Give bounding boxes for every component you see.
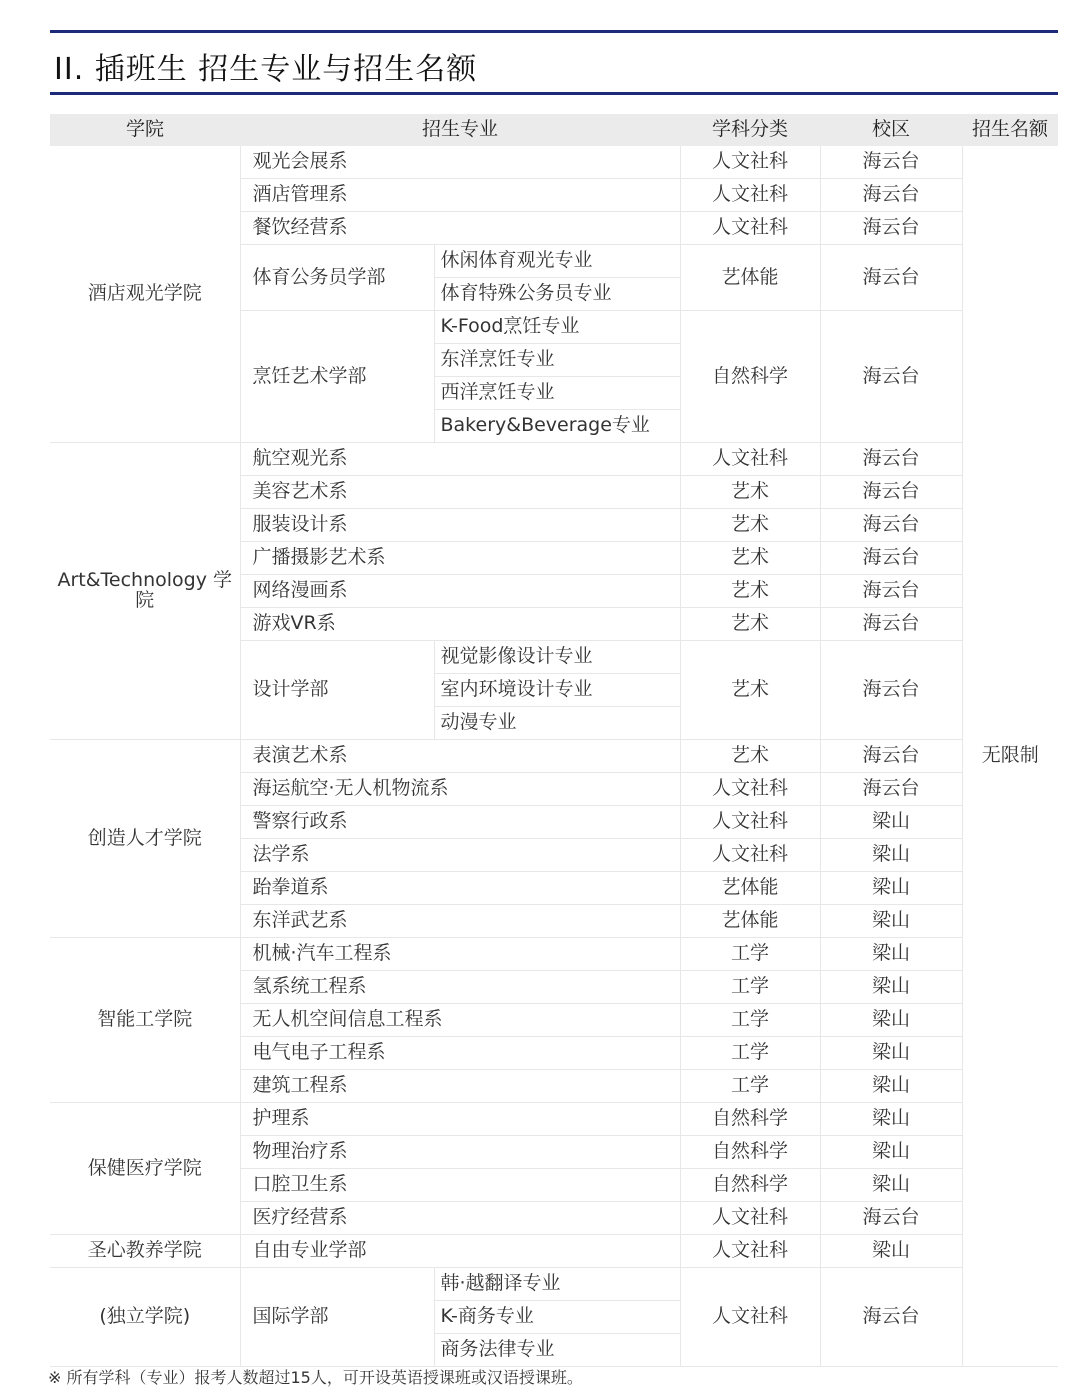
footnote: ※ 所有学科（专业）报考人数超过15人，可开设英语授课班或汉语授课班。 (48, 1368, 583, 1387)
category-cell: 人文社科 (680, 1235, 820, 1268)
major-cell: 服装设计系 (240, 509, 680, 542)
college-cell: (独立学院) (50, 1268, 240, 1367)
major-cell: 法学系 (240, 839, 680, 872)
college-cell: 智能工学院 (50, 938, 240, 1103)
sub-major-cell: Bakery&Beverage专业 (434, 410, 680, 443)
table-row (50, 443, 1058, 476)
campus-cell: 海云台 (820, 179, 962, 212)
campus-cell: 梁山 (820, 1037, 962, 1070)
major-cell: 观光会展系 (240, 146, 680, 179)
major-cell: 医疗经营系 (240, 1202, 680, 1235)
sub-major-cell: 体育特殊公务员专业 (434, 278, 680, 311)
sub-major-cell: K-Food烹饪专业 (434, 311, 680, 344)
major-cell: 体育公务员学部 (240, 245, 434, 311)
category-cell: 工学 (680, 1070, 820, 1103)
major-cell: 警察行政系 (240, 806, 680, 839)
campus-cell: 梁山 (820, 971, 962, 1004)
category-cell: 人文社科 (680, 212, 820, 245)
campus-cell: 梁山 (820, 872, 962, 905)
category-cell: 工学 (680, 1004, 820, 1037)
title-rule-top (50, 30, 1058, 33)
campus-cell: 梁山 (820, 806, 962, 839)
campus-cell: 梁山 (820, 1004, 962, 1037)
major-cell: 跆拳道系 (240, 872, 680, 905)
campus-cell: 海云台 (820, 443, 962, 476)
major-cell: 国际学部 (240, 1268, 434, 1367)
major-cell: 建筑工程系 (240, 1070, 680, 1103)
major-cell: 餐饮经营系 (240, 212, 680, 245)
major-cell: 氢系统工程系 (240, 971, 680, 1004)
sub-major-cell: 韩·越翻译专业 (434, 1268, 680, 1301)
college-cell: 酒店观光学院 (50, 146, 240, 443)
campus-cell: 海云台 (820, 740, 962, 773)
sub-major-cell: K-商务专业 (434, 1301, 680, 1334)
major-cell: 机械·汽车工程系 (240, 938, 680, 971)
campus-cell: 梁山 (820, 1169, 962, 1202)
campus-cell: 海云台 (820, 1202, 962, 1235)
category-cell: 工学 (680, 1037, 820, 1070)
category-cell: 艺体能 (680, 872, 820, 905)
campus-cell: 海云台 (820, 773, 962, 806)
category-cell: 艺术 (680, 641, 820, 740)
category-cell: 艺术 (680, 509, 820, 542)
page-title: II. 插班生 招生专业与招生名额 (54, 52, 478, 87)
major-cell: 东洋武艺系 (240, 905, 680, 938)
major-cell: 网络漫画系 (240, 575, 680, 608)
campus-cell: 海云台 (820, 311, 962, 443)
campus-cell: 海云台 (820, 146, 962, 179)
category-cell: 工学 (680, 938, 820, 971)
header-quota: 招生名额 (962, 114, 1058, 146)
title-rule-bottom (50, 92, 1058, 95)
sub-major-cell: 视觉影像设计专业 (434, 641, 680, 674)
major-cell: 物理治疗系 (240, 1136, 680, 1169)
campus-cell: 海云台 (820, 641, 962, 740)
category-cell: 人文社科 (680, 806, 820, 839)
category-cell: 自然科学 (680, 1169, 820, 1202)
category-cell: 工学 (680, 971, 820, 1004)
campus-cell: 海云台 (820, 542, 962, 575)
sub-major-cell: 休闲体育观光专业 (434, 245, 680, 278)
sub-major-cell: 室内环境设计专业 (434, 674, 680, 707)
admission-table (50, 114, 1058, 1367)
major-cell: 自由专业学部 (240, 1235, 680, 1268)
campus-cell: 梁山 (820, 1103, 962, 1136)
campus-cell: 梁山 (820, 1070, 962, 1103)
header-college: 学院 (50, 114, 240, 146)
college-cell: 创造人才学院 (50, 740, 240, 938)
category-cell: 人文社科 (680, 179, 820, 212)
major-cell: 游戏VR系 (240, 608, 680, 641)
major-cell: 无人机空间信息工程系 (240, 1004, 680, 1037)
campus-cell: 梁山 (820, 905, 962, 938)
major-cell: 美容艺术系 (240, 476, 680, 509)
campus-cell: 海云台 (820, 509, 962, 542)
major-cell: 护理系 (240, 1103, 680, 1136)
sub-major-cell: 西洋烹饪专业 (434, 377, 680, 410)
category-cell: 艺术 (680, 542, 820, 575)
header-category: 学科分类 (680, 114, 820, 146)
category-cell: 艺术 (680, 575, 820, 608)
major-cell: 表演艺术系 (240, 740, 680, 773)
category-cell: 艺术 (680, 476, 820, 509)
category-cell: 人文社科 (680, 1268, 820, 1367)
table-row (50, 1268, 1058, 1301)
major-cell: 广播摄影艺术系 (240, 542, 680, 575)
campus-cell: 梁山 (820, 1235, 962, 1268)
table-row (50, 740, 1058, 773)
table-row (50, 938, 1058, 971)
major-cell: 烹饪艺术学部 (240, 311, 434, 443)
major-cell: 航空观光系 (240, 443, 680, 476)
header-campus: 校区 (820, 114, 962, 146)
category-cell: 自然科学 (680, 1136, 820, 1169)
sub-major-cell: 商务法律专业 (434, 1334, 680, 1367)
campus-cell: 海云台 (820, 245, 962, 311)
campus-cell: 海云台 (820, 575, 962, 608)
category-cell: 人文社科 (680, 773, 820, 806)
major-cell: 海运航空·无人机物流系 (240, 773, 680, 806)
major-cell: 酒店管理系 (240, 179, 680, 212)
category-cell: 艺术 (680, 608, 820, 641)
category-cell: 艺术 (680, 740, 820, 773)
category-cell: 人文社科 (680, 839, 820, 872)
sub-major-cell: 动漫专业 (434, 707, 680, 740)
campus-cell: 梁山 (820, 938, 962, 971)
campus-cell: 海云台 (820, 476, 962, 509)
table-row (50, 1103, 1058, 1136)
major-cell: 设计学部 (240, 641, 434, 740)
college-cell: 圣心教养学院 (50, 1235, 240, 1268)
header-major: 招生专业 (240, 114, 680, 146)
sub-major-cell: 东洋烹饪专业 (434, 344, 680, 377)
category-cell: 自然科学 (680, 311, 820, 443)
campus-cell: 海云台 (820, 1268, 962, 1367)
major-cell: 口腔卫生系 (240, 1169, 680, 1202)
table-row (50, 1235, 1058, 1268)
category-cell: 艺体能 (680, 245, 820, 311)
campus-cell: 梁山 (820, 839, 962, 872)
category-cell: 自然科学 (680, 1103, 820, 1136)
campus-cell: 海云台 (820, 212, 962, 245)
quota-cell: 无限制 (962, 146, 1058, 1367)
category-cell: 人文社科 (680, 146, 820, 179)
category-cell: 人文社科 (680, 443, 820, 476)
table-row (50, 146, 1058, 179)
table-header-row (50, 114, 1058, 146)
category-cell: 人文社科 (680, 1202, 820, 1235)
college-cell: 保健医疗学院 (50, 1103, 240, 1235)
campus-cell: 梁山 (820, 1136, 962, 1169)
college-cell: Art&Technology 学院 (50, 443, 240, 740)
category-cell: 艺体能 (680, 905, 820, 938)
campus-cell: 海云台 (820, 608, 962, 641)
major-cell: 电气电子工程系 (240, 1037, 680, 1070)
